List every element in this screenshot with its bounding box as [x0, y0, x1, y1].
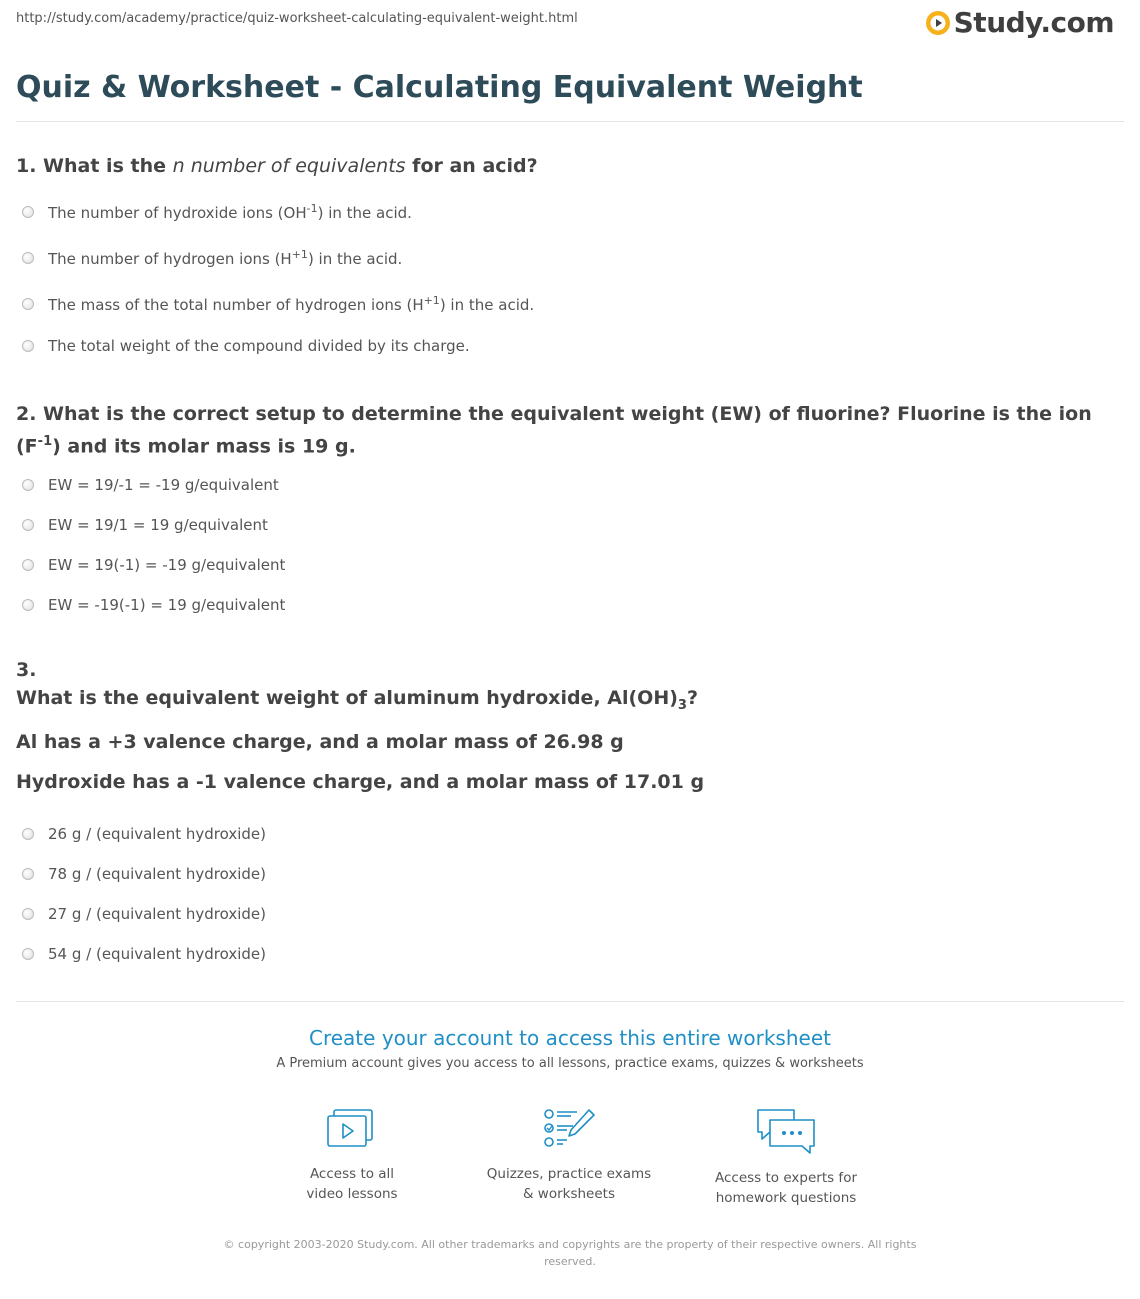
radio-button[interactable] — [22, 908, 34, 920]
q2-option-1[interactable] — [22, 476, 279, 494]
question-3-detail-2: Hydroxide has a -1 valence charge, and a molar mass of 17.01 g — [16, 771, 705, 793]
q1-option-1[interactable] — [22, 202, 412, 222]
radio-button[interactable] — [22, 252, 34, 264]
radio-button[interactable] — [22, 868, 34, 880]
chat-bubbles-icon — [754, 1106, 818, 1156]
option-label: EW = -19(-1) = 19 g/equivalent — [48, 596, 286, 614]
brand-name: Study.com — [953, 6, 1114, 39]
cta-divider — [16, 1001, 1124, 1002]
radio-button[interactable] — [22, 298, 34, 310]
q3-option-1[interactable] — [22, 825, 266, 843]
radio-button[interactable] — [22, 519, 34, 531]
radio-button[interactable] — [22, 948, 34, 960]
option-label: The number of hydrogen ions $(H^{+1})$ in the acid. — [48, 248, 403, 268]
question-3-number: 3. — [16, 659, 37, 681]
option-label: 26 g / (equivalent hydroxide) — [48, 825, 266, 843]
q3-option-4[interactable] — [22, 945, 266, 963]
feature-label: Access to all video lessons — [306, 1166, 398, 1202]
radio-button[interactable] — [22, 479, 34, 491]
page-url: http://study.com/academy/practice/quiz-worksheet-calculating-equivalent-weight.html — [16, 11, 578, 26]
radio-button[interactable] — [22, 559, 34, 571]
video-lessons-icon — [324, 1106, 380, 1152]
radio-button[interactable] — [22, 828, 34, 840]
option-label: The total weight of the compound divided by its charge. — [48, 337, 470, 355]
feature-experts — [686, 1106, 886, 1208]
study-logo[interactable] — [925, 6, 1114, 39]
option-label: EW = 19/-1 = -19 g/equivalent — [48, 476, 279, 494]
q2-option-3[interactable] — [22, 556, 285, 574]
option-label: The number of hydroxide ions $(OH^{-1})$ in the acid. — [48, 202, 412, 222]
q1-option-4[interactable] — [22, 337, 470, 355]
page-title: Quiz & Worksheet - Calculating Equivalent Weight — [16, 70, 863, 105]
radio-button[interactable] — [22, 206, 34, 218]
feature-label: Access to experts for homework questions — [714, 1170, 857, 1206]
q3-option-3[interactable] — [22, 905, 266, 923]
play-logo-icon — [925, 10, 951, 36]
feature-quizzes — [469, 1106, 669, 1204]
q1-option-3[interactable] — [22, 294, 534, 314]
title-divider — [16, 121, 1124, 122]
question-1-emphasis: n number of equivalents — [172, 155, 406, 177]
radio-button[interactable] — [22, 599, 34, 611]
question-2: 2. What is the correct setup to determine the equivalent weight (EW) of fluorine? Fluorine is the ion $(F^{-1})$ and its molar mass is 19 g. — [16, 403, 1092, 458]
option-label: EW = 19/1 = 19 g/equivalent — [48, 516, 268, 534]
feature-label: Quizzes, practice exams & worksheets — [486, 1166, 652, 1202]
question-1: 1. What is the n number of equivalents for an acid? — [16, 155, 538, 177]
question-3-detail-1: Al has a +3 valence charge, and a molar mass of 26.98 g — [16, 731, 624, 753]
premium-subtitle: A Premium account gives you access to all lessons, practice exams, quizzes & worksheets — [276, 1056, 864, 1071]
option-label: The mass of the total number of hydrogen ions $(H^{+1})$ in the acid. — [48, 294, 535, 314]
option-label: 78 g / (equivalent hydroxide) — [48, 865, 266, 883]
option-label: EW = 19(-1) = -19 g/equivalent — [48, 556, 286, 574]
create-account-link[interactable]: Create your account to access this entire worksheet — [309, 1026, 831, 1050]
q2-option-2[interactable] — [22, 516, 268, 534]
radio-button[interactable] — [22, 340, 34, 352]
question-3: What is the equivalent weight of aluminum hydroxide, $Al(OH)_3$? — [16, 687, 698, 713]
q1-option-2[interactable] — [22, 248, 402, 268]
option-label: 54 g / (equivalent hydroxide) — [48, 945, 266, 963]
q3-option-2[interactable] — [22, 865, 266, 883]
q2-option-4[interactable] — [22, 596, 285, 614]
feature-video-lessons — [252, 1106, 452, 1204]
option-label: 27 g / (equivalent hydroxide) — [48, 905, 266, 923]
copyright-text: © copyright 2003-2020 Study.com. All other trademarks and copyrights are the property of their respective owners. All rights reserved. — [223, 1238, 917, 1268]
quiz-checklist-icon — [541, 1106, 597, 1152]
